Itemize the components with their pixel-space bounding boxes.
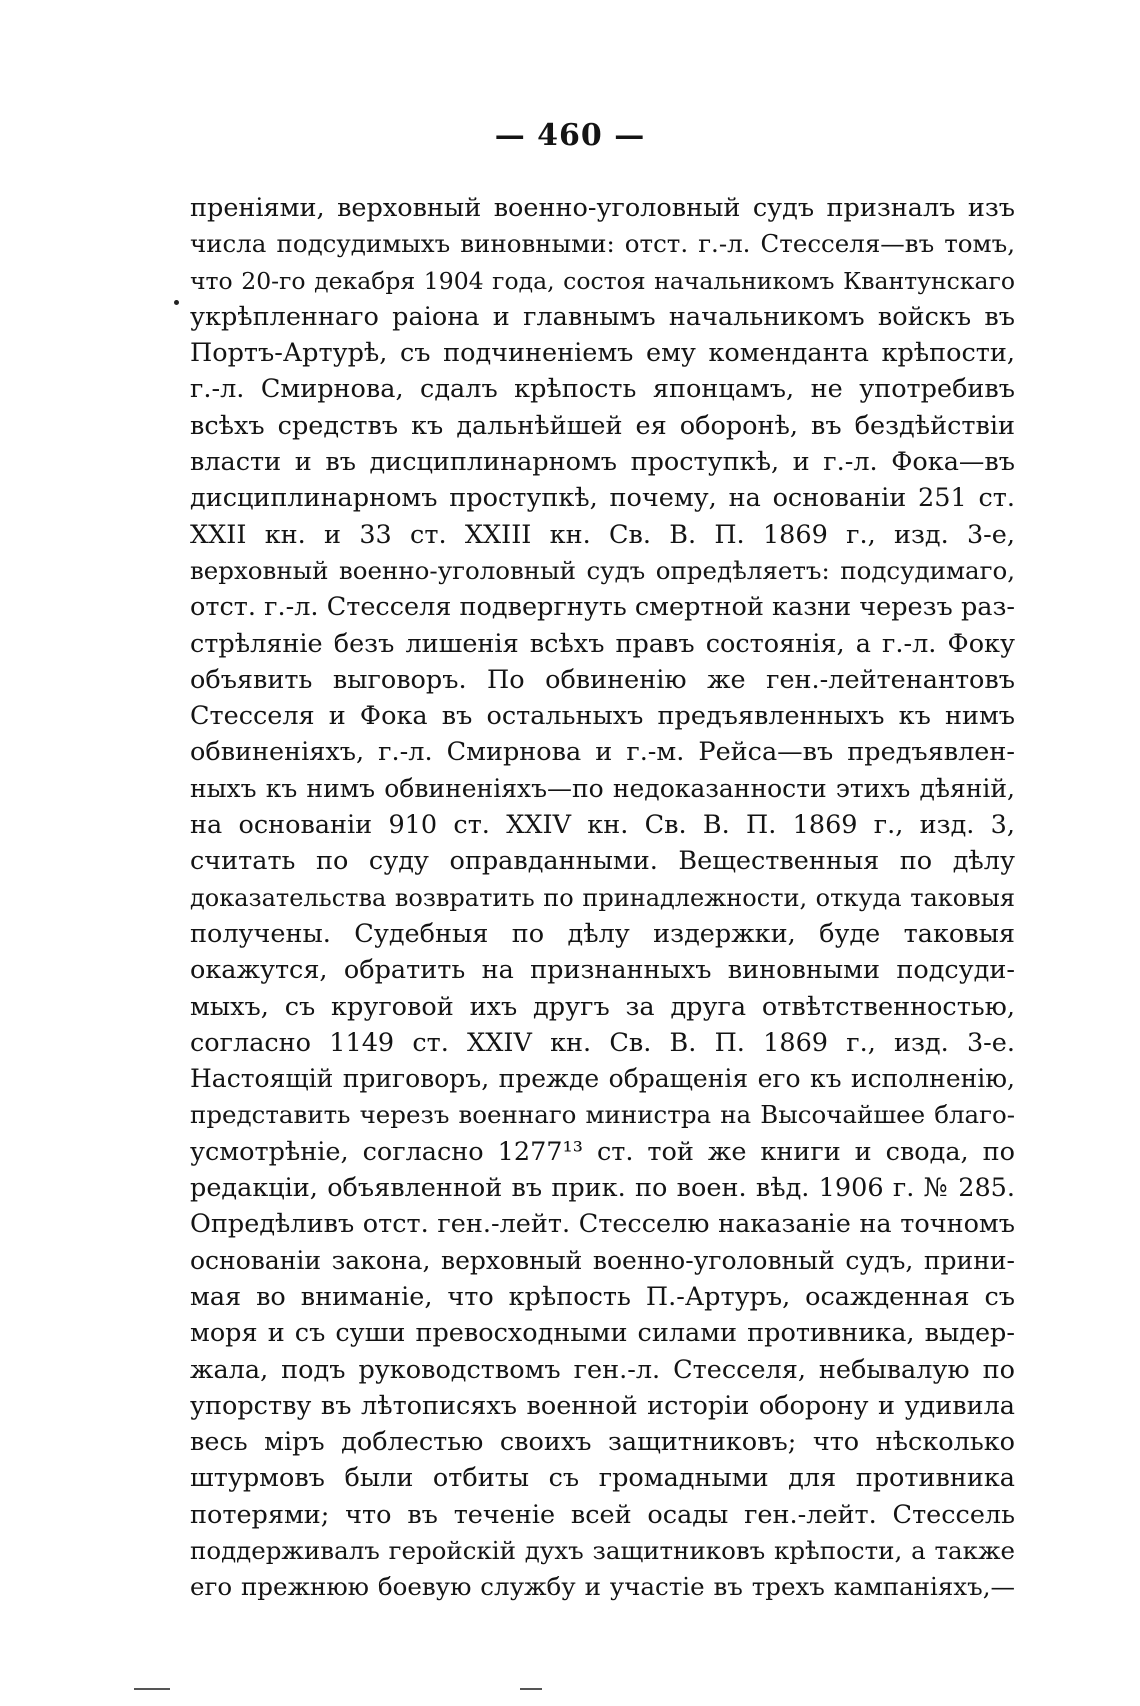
text-line: получены. Судебныя по дѣлу издержки, буде таковыя [190,918,1015,949]
text-line: упорству въ лѣтописяхъ военной исторіи оборону и удивила [190,1390,1015,1421]
text-line: мая во вниманіе, что крѣпость П.-Артуръ, осажденная съ [190,1281,1015,1312]
text-line: весь міръ доблестью своихъ защитниковъ; что нѣсколько [190,1427,1015,1458]
text-line: доказательства возвратить по принадлежности, откуда таковыя [190,883,1015,912]
text-line: мыхъ, съ круговой ихъ другъ за друга отвѣтственностью, [190,991,1015,1022]
text-line: XXII кн. и 33 ст. XXIII кн. Св. В. П. 1869 г., изд. 3-е, [190,519,1015,550]
text-line: Настоящій приговоръ, прежде обращенія его къ исполненію, [190,1064,1015,1094]
text-line: объявить выговоръ. По обвиненію же ген.-лейтенантовъ [190,664,1015,695]
text-line: что 20-го декабря 1904 года, состоя начальникомъ Квантунскаго [190,266,1015,295]
text-line: его прежнюю боевую службу и участіе въ трехъ кампаніяхъ,— [190,1572,1015,1602]
text-line: Стесселя и Фока въ остальныхъ предъявленныхъ къ нимъ [190,701,1015,732]
text-line: г.-л. Смирнова, сдалъ крѣпость японцамъ, не употребивъ [190,374,1015,405]
text-line: основаніи закона, верховный военно-уголовный судъ, прини- [190,1245,1015,1275]
text-line: моря и съ суши превосходными силами противника, выдер- [190,1318,1015,1349]
text-line: верховный военно-уголовный судъ опредѣляетъ: подсудимаго, [190,555,1015,585]
text-line: представить черезъ военнаго министра на Высочайшее благо- [190,1100,1015,1130]
text-line: всѣхъ средствъ къ дальнѣйшей ея оборонѣ, въ бездѣйствіи [190,410,1015,441]
text-line: жала, подъ руководствомъ ген.-л. Стесселя, небывалую по [190,1354,1015,1385]
text-line: обвиненіяхъ, г.-л. Смирнова и г.-м. Рейса—въ предъявлен- [190,737,1015,768]
text-line: потерями; что въ теченіе всей осады ген.-лейт. Стессель [190,1499,1015,1530]
scan-edge-mark [134,1688,170,1690]
text-line: числа подсудимыхъ виновными: отст. г.-л. Стесселя—въ томъ, [190,229,1015,259]
text-line: поддерживалъ геройскій духъ защитниковъ крѣпости, а также [190,1535,1015,1565]
page-number: — 460 — [494,118,646,153]
text-line: стрѣляніе безъ лишенія всѣхъ правъ состоянія, а г.-л. Фоку [190,628,1015,659]
text-line: считать по суду оправданными. Вещественныя по дѣлу [190,846,1015,877]
text-line: укрѣпленнаго раіона и главнымъ начальникомъ войскъ въ [190,301,1015,332]
text-line: преніями, верховный военно-уголовный судъ призналъ изъ [190,193,1015,223]
text-line: дисциплинарномъ проступкѣ, почему, на основаніи 251 ст. [190,483,1015,514]
text-line: власти и въ дисциплинарномъ проступкѣ, и г.-л. Фока—въ [190,447,1015,478]
text-line: Опредѣливъ отст. ген.-лейт. Стесселю наказаніе на точномъ [190,1209,1015,1240]
text-line: Портъ-Артурѣ, съ подчиненіемъ ему коменданта крѣпости, [190,338,1015,369]
text-line: редакціи, объявленной въ прик. по воен. вѣд. 1906 г. № 285. [190,1173,1015,1204]
text-line: отст. г.-л. Стесселя подвергнуть смертной казни черезъ раз- [190,592,1015,623]
body-text [190,190,1015,1606]
text-line: согласно 1149 ст. XXIV кн. Св. В. П. 1869 г., изд. 3-е. [190,1027,1015,1058]
text-line: ныхъ къ нимъ обвиненіяхъ—по недоказанности этихъ дѣяній, [190,773,1015,803]
margin-dot-mark [174,300,179,305]
text-line: усмотрѣніе, согласно 1277¹³ ст. той же книги и свода, по [190,1136,1015,1167]
text-line: окажутся, обратить на признанныхъ виновными подсуди- [190,955,1015,986]
scan-edge-mark [520,1688,542,1690]
text-line: штурмовъ были отбиты съ громадными для противника [190,1463,1015,1494]
text-line: на основаніи 910 ст. XXIV кн. Св. В. П. 1869 г., изд. 3, [190,810,1015,841]
